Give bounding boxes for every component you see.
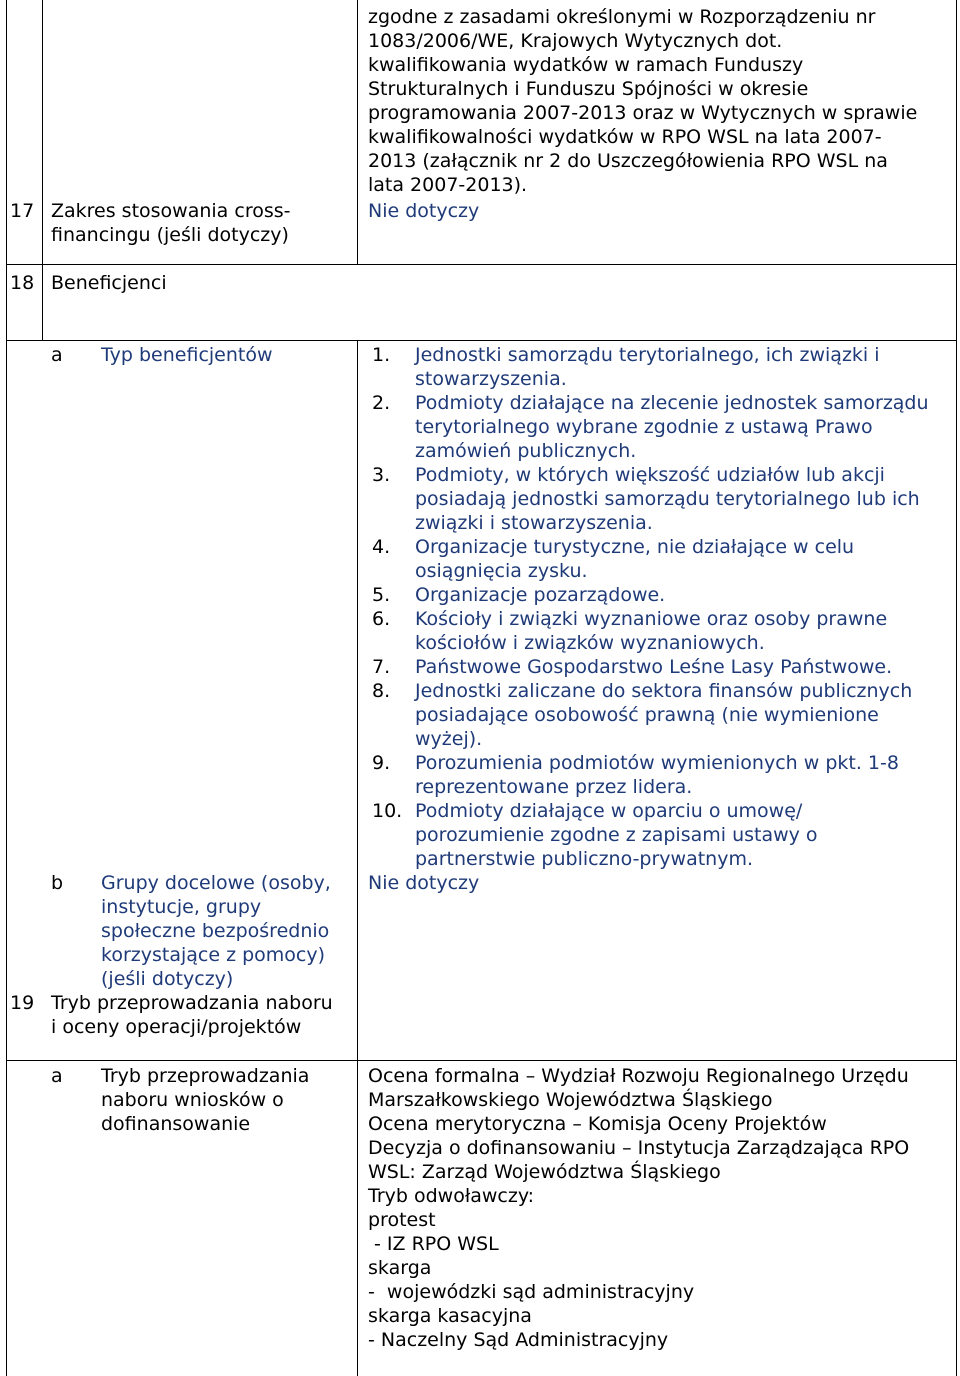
row19-label — [51, 991, 333, 1039]
value-line: WSL: Zarząd Województwa Śląskiego — [368, 1161, 721, 1183]
row17-label — [51, 199, 291, 247]
list-item — [372, 535, 957, 583]
value-line: Marszałkowskiego Województwa Śląskiego — [368, 1089, 773, 1111]
beneficiary-type-list — [372, 343, 957, 871]
row19-bottom-border — [6, 1060, 957, 1061]
row19-label-line: i oceny operacji/projektów — [51, 1016, 302, 1038]
row19a-value — [368, 1064, 909, 1352]
text-line: kwalifikowalności wydatków w RPO WSL na lata 2007- — [368, 126, 882, 148]
value-line: protest — [368, 1209, 436, 1231]
row18a-label: Typ beneficjentów — [101, 344, 273, 366]
list-item — [372, 655, 957, 679]
row18b-label-line: korzystające z pomocy) — [101, 944, 326, 966]
row18b-label-line: instytucje, grupy — [101, 896, 262, 918]
list-item — [372, 751, 957, 799]
list-item — [372, 391, 957, 463]
row18-number: 18 — [10, 272, 35, 294]
row18-num-divider — [42, 264, 43, 340]
list-item-number: 6. — [372, 608, 391, 630]
row18-label: Beneficjenci — [51, 272, 167, 294]
value-line: Tryb odwoławczy: — [368, 1185, 535, 1207]
row18b-value: Nie dotyczy — [368, 872, 480, 894]
list-item-line: partnerstwie publiczno-prywatnym. — [415, 848, 754, 870]
value-line: - wojewódzki sąd administracyjny — [368, 1281, 695, 1303]
list-item — [372, 343, 957, 391]
list-item-line: wyżej). — [415, 728, 483, 750]
row17-label-line: financingu (jeśli dotyczy) — [51, 224, 289, 246]
list-item-line: reprezentowane przez lidera. — [415, 776, 693, 798]
row16-continued-text — [368, 5, 917, 197]
text-line: 2013 (załącznik nr 2 do Uszczegółowienia RPO WSL na — [368, 150, 888, 172]
row19-label-line: Tryb przeprowadzania naboru — [51, 992, 333, 1014]
list-item-line: kościołów i związków wyznaniowych. — [415, 632, 765, 654]
row19a-letter: a — [51, 1065, 63, 1087]
list-item-line: Organizacje turystyczne, nie działające w celu — [415, 536, 855, 558]
value-line: - Naczelny Sąd Administracyjny — [368, 1329, 669, 1351]
list-item — [372, 607, 957, 655]
list-item-number: 1. — [372, 344, 391, 366]
list-item-number: 3. — [372, 464, 391, 486]
row18b-letter: b — [51, 872, 64, 894]
row17-bottom-border — [6, 264, 957, 265]
list-item-number: 2. — [372, 392, 391, 414]
row17-num-divider — [42, 0, 43, 264]
list-item-number: 8. — [372, 680, 391, 702]
list-item-number: 10. — [372, 800, 403, 822]
text-line: kwalifikowania wydatków w ramach Funduszy — [368, 54, 804, 76]
text-line: Strukturalnych i Funduszu Spójności w okresie — [368, 78, 809, 100]
list-item-line: zamówień publicznych. — [415, 440, 637, 462]
row17-label-divider — [357, 0, 358, 264]
list-item-line: Podmioty działające na zlecenie jednostek samorządu — [415, 392, 929, 414]
value-line: Decyzja o dofinansowaniu – Instytucja Zarządzająca RPO — [368, 1137, 910, 1159]
row18a-letter: a — [51, 344, 63, 366]
row19a-label-line: dofinansowanie — [101, 1113, 251, 1135]
list-item-line: Jednostki zaliczane do sektora finansów publicznych — [415, 680, 913, 702]
text-line: 1083/2006/WE, Krajowych Wytycznych dot. — [368, 30, 783, 52]
row18b-label — [101, 871, 331, 991]
list-item-number: 7. — [372, 656, 391, 678]
value-line: - IZ RPO WSL — [368, 1233, 499, 1255]
row17-number: 17 — [10, 200, 35, 222]
list-item — [372, 799, 957, 871]
text-line: zgodne z zasadami określonymi w Rozporządzeniu nr — [368, 6, 876, 28]
list-item-line: Organizacje pozarządowe. — [415, 584, 666, 606]
list-item-line: porozumienie zgodne z zapisami ustawy o — [415, 824, 818, 846]
row18a-label-divider — [357, 340, 358, 1376]
list-item-line: związki i stowarzyszenia. — [415, 512, 653, 534]
list-item-line: Podmioty, w których większość udziałów lub akcji — [415, 464, 885, 486]
value-line: Ocena formalna – Wydział Rozwoju Regionalnego Urzędu — [368, 1065, 909, 1087]
list-item-number: 5. — [372, 584, 391, 606]
list-item — [372, 679, 957, 751]
value-line: skarga kasacyjna — [368, 1305, 532, 1327]
row19-number: 19 — [10, 992, 35, 1014]
row18b-label-line: Grupy docelowe (osoby, — [101, 872, 331, 894]
list-item — [372, 583, 957, 607]
text-line: programowania 2007-2013 oraz w Wytycznych w sprawie — [368, 102, 918, 124]
list-item-number: 4. — [372, 536, 391, 558]
list-item-line: Porozumienia podmiotów wymienionych w pkt. 1-8 — [415, 752, 899, 774]
value-line: skarga — [368, 1257, 432, 1279]
list-item-line: posiadające osobowość prawną (nie wymienione — [415, 704, 879, 726]
row19a-label-line: naboru wniosków o — [101, 1089, 284, 1111]
list-item-line: Podmioty działające w oparciu o umowę/ — [415, 800, 803, 822]
list-item-line: Państwowe Gospodarstwo Leśne Lasy Państwowe. — [415, 656, 893, 678]
list-item-line: Jednostki samorządu terytorialnego, ich związki i — [415, 344, 880, 366]
row18b-label-line: społeczne bezpośrednio — [101, 920, 330, 942]
table-border-left — [6, 0, 7, 1376]
row18-bottom-border — [6, 340, 957, 341]
text-line: lata 2007-2013). — [368, 174, 528, 196]
list-item-line: stowarzyszenia. — [415, 368, 567, 390]
row19a-label-line: Tryb przeprowadzania — [101, 1065, 310, 1087]
list-item-line: posiadają jednostki samorządu terytorialnego lub ich — [415, 488, 920, 510]
list-item-line: terytorialnego wybrane zgodnie z ustawą Prawo — [415, 416, 873, 438]
list-item-line: Kościoły i związki wyznaniowe oraz osoby prawne — [415, 608, 888, 630]
list-item — [372, 463, 957, 535]
row18b-label-line: (jeśli dotyczy) — [101, 968, 234, 990]
list-item-number: 9. — [372, 752, 391, 774]
row19a-label — [101, 1064, 309, 1136]
list-item-line: osiągnięcia zysku. — [415, 560, 588, 582]
value-line: Ocena merytoryczna – Komisja Oceny Projektów — [368, 1113, 827, 1135]
row17-label-line: Zakres stosowania cross- — [51, 200, 291, 222]
row17-value: Nie dotyczy — [368, 200, 480, 222]
